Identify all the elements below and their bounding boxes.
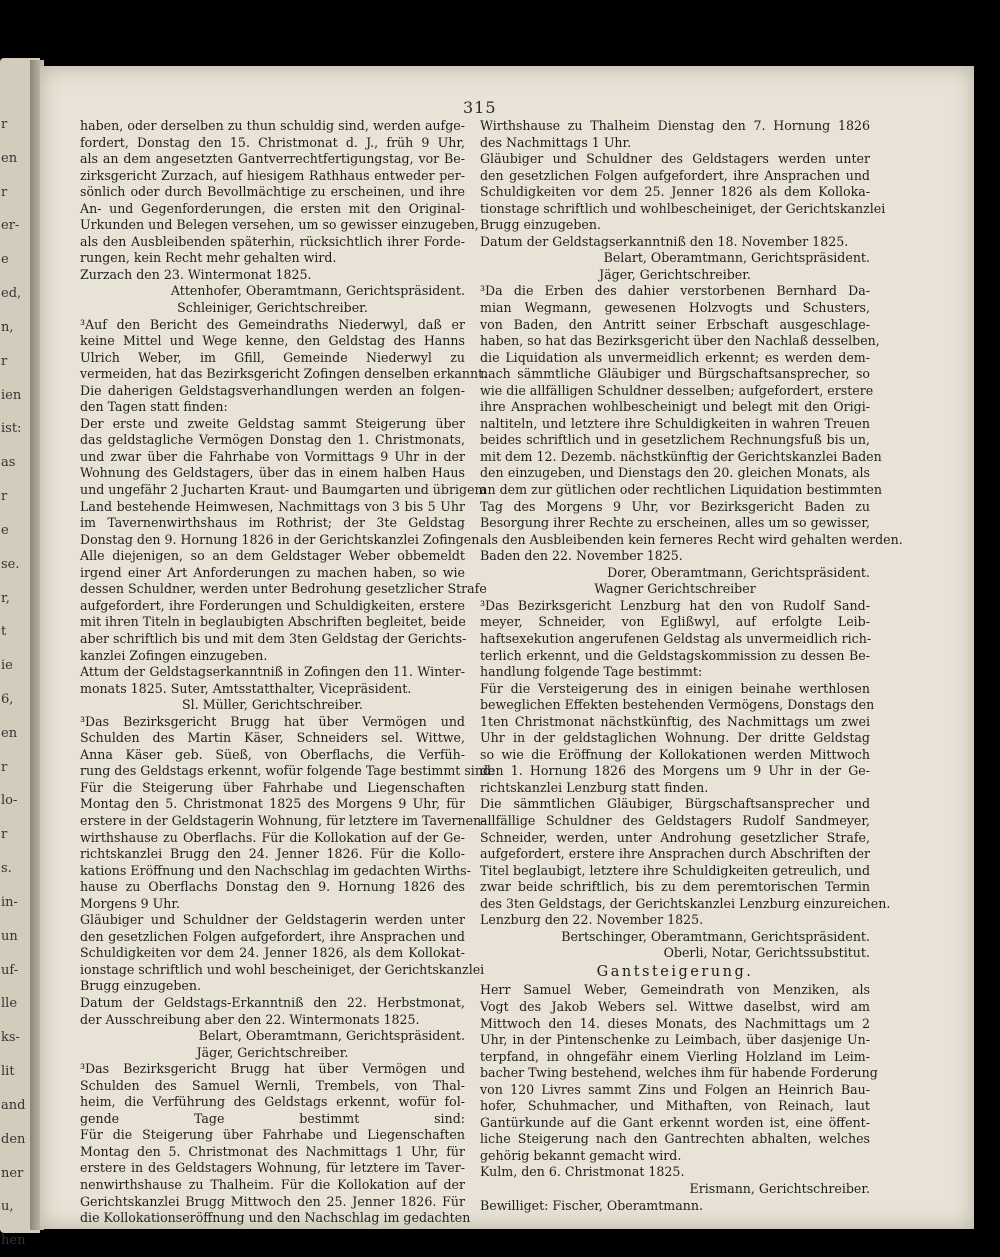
text-line: der Ausschreibung aber den 22. Wintermonats 1825. <box>80 1011 420 1027</box>
text-line: an dem zur gütlichen oder rechtlichen Liquidation bestimmten <box>480 482 882 498</box>
left-margin-fragment: s. <box>1 861 12 877</box>
signature-line: Dorer, Oberamtmann, Gerichtspräsident. <box>607 564 870 580</box>
text-line: Montag den 5. Christmonat 1825 des Morgens 9 Uhr, für <box>80 796 465 812</box>
text-line: das geldstagliche Vermögen Donstag den 1. Christmonats, <box>80 432 465 448</box>
text-line: Schuldigkeiten vor dem 25. Jenner 1826 als dem Kolloka- <box>480 184 870 200</box>
text-line: den gesetzlichen Folgen aufgefordert, ihre Ansprachen und <box>480 167 870 183</box>
text-line: von 120 Livres sammt Zins und Folgen an Heinrich Bau- <box>480 1081 870 1097</box>
notice-paragraph <box>480 283 903 548</box>
text-line: hofer, Schuhmacher, und Mithaften, von Reinach, laut <box>480 1098 870 1114</box>
left-margin-fragment: e <box>1 252 9 268</box>
text-line: und zwar über die Fahrhabe von Vormittags 9 Uhr in der <box>80 448 465 464</box>
notice-paragraph <box>80 912 485 995</box>
text-line: Der erste und zweite Geldstag sammt Steigerung über <box>80 415 465 431</box>
text-line: als an dem angesetzten Gantverrechtfertigungstag, vor Be- <box>80 151 465 167</box>
text-line: heim, die Verführung des Geldstags erkennt, wofür fol- <box>80 1094 465 1110</box>
left-margin-fragment: r <box>1 489 8 505</box>
text-line: ³Das Bezirksgericht Brugg hat über Vermögen und <box>80 1061 465 1077</box>
notice-paragraph <box>80 118 479 267</box>
text-line: zwar beide schriftlich, bis zu dem peremtorischen Termin <box>480 879 870 895</box>
left-margin-fragment: en <box>1 150 18 166</box>
text-line: Alle diejenigen, so an dem Geldstager Weber obbemeldt <box>80 548 465 564</box>
section-heading: Gantsteigerung. <box>596 963 754 980</box>
text-line: mit ihren Titeln in beglaubigten Abschriften begleitet, beide <box>80 614 466 630</box>
text-line: den 1. Hornung 1826 des Morgens um 9 Uhr in der Ge- <box>480 763 870 779</box>
text-line: rung des Geldstags erkennt, wofür folgende Tage bestimmt sind: <box>80 763 496 779</box>
notice-paragraph <box>80 995 465 1028</box>
left-margin-fragment: ner <box>1 1165 24 1181</box>
text-line: rungen, kein Recht mehr gehalten wird. <box>80 250 337 266</box>
text-line: als den Ausbleibenden kein ferneres Recht wird gehalten werden. <box>480 531 903 547</box>
text-line: Wohnung des Geldstagers, über das in einem halben Haus <box>80 465 465 481</box>
right-column <box>480 118 903 1214</box>
text-line: vermeiden, hat das Bezirksgericht Zofingen denselben erkannt. <box>80 366 488 382</box>
text-line: bacher Twing bestehend, welches ihm für habende Forderung <box>480 1065 878 1081</box>
notice-paragraph <box>80 1061 471 1226</box>
text-line: haben, so hat das Bezirksgericht über den Nachlaß desselben, <box>480 333 880 349</box>
text-line: Für die Versteigerung des in einigen beinahe werthlosen <box>480 680 870 696</box>
left-margin-fragment: t <box>1 624 7 640</box>
signature-line: Attenhofer, Oberamtmann, Gerichtspräsident. <box>170 283 465 299</box>
notice-paragraph <box>80 713 496 913</box>
text-line: fordert, Donstag den 15. Christmonat d. J., früh 9 Uhr, <box>80 134 465 150</box>
signature-line: Sl. Müller, Gerichtschreiber. <box>182 697 363 713</box>
text-line: nach sämmtliche Gläubiger und Bürgschaftsansprecher, so <box>480 366 870 382</box>
text-line: ihre Ansprachen wohlbescheinigt und belegt mit den Origi- <box>480 399 870 415</box>
text-line: wirthshause zu Oberflachs. Für die Kollokation auf der Ge- <box>80 829 465 845</box>
notice-paragraph <box>480 982 878 1164</box>
text-line: nenwirthshause zu Thalheim. Für die Kollokation auf der <box>80 1177 465 1192</box>
left-margin-fragment: e <box>1 522 9 538</box>
text-line: richtskanzlei Brugg den 24. Jenner 1826. Für die Kollo- <box>80 846 465 862</box>
text-line: haben, oder derselben zu thun schuldig sind, werden aufge- <box>80 118 465 133</box>
text-line: Gläubiger und Schuldner der Geldstagerin werden unter <box>80 912 465 928</box>
left-margin-fragment: hen <box>1 1233 26 1249</box>
text-line: wie die allfälligen Schuldner desselben; aufgefordert, erstere <box>480 382 874 398</box>
text-line: kations Eröffnung und den Nachschlag im gedachten Wirths- <box>80 862 471 878</box>
text-line: aber schriftlich bis und mit dem 3ten Geldstag der Gerichts- <box>80 630 467 646</box>
signature-line: Bertschinger, Oberamtmann, Gerichtspräsident. <box>561 928 870 944</box>
text-line: Ulrich Weber, im Gfill, Gemeinde Niederwyl zu <box>80 349 465 365</box>
text-line: Schulden des Martin Käser, Schneiders sel. Wittwe, <box>80 730 465 746</box>
left-margin-fragment: en <box>1 725 18 741</box>
text-line: liche Steigerung nach den Gantrechten abhalten, welches <box>480 1131 870 1147</box>
left-margin-fragment: u, <box>1 1199 14 1215</box>
left-margin-fragment: r, <box>1 590 10 606</box>
text-line: Schulden des Samuel Wernli, Trembels, von Thal- <box>80 1077 465 1093</box>
notice-paragraph <box>480 680 875 797</box>
text-line: Land bestehende Heimwesen, Nachmittags von 3 bis 5 Uhr <box>80 498 465 514</box>
signature-line: Belart, Oberamtmann, Gerichtspräsident. <box>198 1028 465 1044</box>
text-line: keine Mittel und Wege kenne, den Geldstag des Hanns <box>80 333 465 349</box>
notice-paragraph <box>480 796 891 912</box>
signature-line: Wagner Gerichtschreiber <box>594 581 756 597</box>
date-line: Kulm, den 6. Christmonat 1825. <box>480 1164 685 1180</box>
text-line: ³Auf den Bericht des Gemeindraths Niederwyl, daß er <box>80 316 465 332</box>
left-margin-fragment: er- <box>1 218 20 234</box>
text-line: hause zu Oberflachs Donstag den 9. Hornung 1826 des <box>80 879 465 895</box>
left-margin-fragment: ie <box>1 658 13 674</box>
text-line: Morgens 9 Uhr. <box>80 895 180 911</box>
left-margin-fragment: lit <box>1 1064 15 1080</box>
text-line: Attum der Geldstagserkanntniß in Zofingen den 11. Winter- <box>80 664 465 680</box>
left-margin-fragment: r <box>1 117 8 132</box>
text-line: Uhr, in der Pintenschenke zu Leimbach, über dasjenige Un- <box>480 1032 870 1048</box>
signature-line: Belart, Oberamtmann, Gerichtspräsident. <box>603 250 870 266</box>
text-line: ³Das Bezirksgericht Lenzburg hat den von Rudolf Sand- <box>480 597 870 613</box>
left-margin-fragment: se. <box>1 556 20 572</box>
notice-paragraph <box>80 415 487 664</box>
notice-paragraph <box>80 664 465 697</box>
text-line: dessen Schuldner, werden unter Bedrohung gesetzlicher Strafe <box>80 581 487 597</box>
text-line: kanzlei Zofingen einzugeben. <box>80 647 268 663</box>
text-line: erstere in der Geldstagerin Wohnung, für letztere im Tavernen- <box>80 812 486 828</box>
text-line: Wirthshause zu Thalheim Dienstag den 7. Hornung 1826 <box>480 118 870 133</box>
left-margin-fragment: ist: <box>1 421 22 437</box>
left-margin-fragment: ed, <box>1 286 22 302</box>
signature-line: Schleiniger, Gerichtschreiber. <box>177 300 368 316</box>
text-line: beides schriftlich und in gesetzlichem Rechnungsfuß bis un, <box>480 432 870 448</box>
text-line: terpfand, in ohngefähr einem Vierling Holzland im Leim- <box>480 1048 870 1064</box>
text-line: Mittwoch den 14. dieses Monats, des Nachmittags um 2 <box>480 1015 870 1031</box>
text-line: Montag den 5. Christmonat des Nachmittags 1 Uhr, für <box>80 1143 465 1159</box>
text-line: gehörig bekannt gemacht wird. <box>480 1147 682 1163</box>
text-line: und ungefähr 2 Jucharten Kraut- und Baumgarten und übrigem <box>80 482 487 498</box>
text-line: haftsexekution angerufenen Geldstag als unvermeidlich rich- <box>480 630 872 646</box>
text-line: so wie die Eröffnung der Kollokationen werden Mittwoch <box>480 746 870 762</box>
signature-line: Jäger, Gerichtschreiber. <box>196 1044 349 1060</box>
left-margin-fragment: 6, <box>1 692 14 707</box>
text-line: terlich erkennt, und die Geldstagskommission zu dessen Be- <box>480 647 870 663</box>
date-line: Lenzburg den 22. November 1825. <box>480 912 704 928</box>
text-line: Für die Steigerung über Fahrhabe und Liegenschaften <box>80 779 465 795</box>
text-line: An- und Gegenforderungen, die ersten mit den Original- <box>80 200 465 216</box>
date-line: Datum der Geldstagserkanntniß den 18. November 1825. <box>480 233 849 249</box>
left-margin-fragment: r <box>1 759 8 775</box>
text-line: aufgefordert, ihre Forderungen und Schuldigkeiten, erstere <box>80 597 465 613</box>
left-margin-fragment: lle <box>1 996 18 1012</box>
text-line: Schuldigkeiten vor dem 24. Jenner 1826, als dem Kollokat- <box>80 945 465 961</box>
text-line: meyer, Schneider, von Eglißwyl, auf erfolgte Leib- <box>480 614 870 630</box>
notice-paragraph <box>480 118 870 151</box>
text-line: tionstage schriftlich und wohlbescheiniget, der Gerichtskanzlei <box>480 200 886 216</box>
text-line: Gläubiger und Schuldner des Geldstagers werden unter <box>480 151 870 167</box>
left-margin-fragment: r <box>1 184 8 200</box>
text-line: ³Das Bezirksgericht Brugg hat über Vermögen und <box>80 713 465 729</box>
text-line: naltiteln, und letztere ihre Schuldigkeiten in wahren Treuen <box>480 415 870 431</box>
text-line: mit dem 12. Dezemb. nächstkünftig der Gerichtskanzlei Baden <box>480 448 882 464</box>
text-line: zirksgericht Zurzach, auf hiesigem Rathhaus entweder per- <box>80 167 465 183</box>
text-line: sönlich oder durch Bevollmächtige zu erscheinen, und ihre <box>80 184 465 200</box>
left-margin-fragment: uf- <box>1 962 19 978</box>
date-line: Bewilliget: Fischer, Oberamtmann. <box>480 1197 703 1213</box>
text-line: Besorgung ihrer Rechte zu erscheinen, alles um so gewisser, <box>480 515 870 531</box>
text-line: ³Da die Erben des dahier verstorbenen Bernhard Da- <box>480 283 870 299</box>
text-line: Datum der Geldstags-Erkanntniß den 22. Herbstmonat, <box>80 994 465 1010</box>
text-line: 1ten Christmonat nächstkünftig, des Nachmittags um zwei <box>480 713 870 729</box>
left-margin-fragment: r <box>1 353 8 369</box>
left-margin-fragment: den <box>1 1131 26 1147</box>
notice-paragraph <box>480 151 886 234</box>
text-line: die Liquidation als unvermeidlich erkennt; es werden dem- <box>480 349 870 365</box>
text-line: richtskanzlei Lenzburg statt finden. <box>480 779 709 795</box>
left-column <box>80 118 496 1227</box>
date-line: Zurzach den 23. Wintermonat 1825. <box>80 266 312 282</box>
text-line: Gerichtskanzlei Brugg Mittwoch den 25. Jenner 1826. Für <box>80 1193 465 1209</box>
text-line: Anna Käser geb. Süeß, von Oberflachs, die Verfüh- <box>80 746 465 762</box>
left-margin-fragment: r <box>1 827 8 843</box>
text-line: den Tagen statt finden: <box>80 399 228 415</box>
text-line: mian Wegmann, gewesenen Holzvogts und Schusters, <box>480 300 870 316</box>
left-margin-fragment: and <box>1 1097 26 1113</box>
text-line: Urkunden und Belegen versehen, um so gewisser einzugeben, <box>80 217 479 233</box>
signature-line: Oberli, Notar, Gerichtssubstitut. <box>663 945 870 961</box>
text-line: die Kollokationseröffnung und den Nachschlag im gedachten <box>80 1210 471 1226</box>
text-line: den einzugeben, und Dienstags den 20. gleichen Monats, als <box>480 465 870 481</box>
text-line: Titel beglaubigt, letztere ihre Schuldigkeiten getreulich, und <box>480 862 870 878</box>
text-line: Brugg einzugeben. <box>480 217 601 233</box>
text-line: monats 1825. Suter, Amtsstatthalter, Vicepräsident. <box>80 680 412 696</box>
text-line: als den Ausbleibenden späterhin, rücksichtlich ihrer Forde- <box>80 233 465 249</box>
text-line: Vogt des Jakob Webers sel. Wittwe daselbst, wird am <box>480 998 870 1014</box>
left-margin-fragment: un <box>1 928 18 944</box>
text-line: gende Tage bestimmt sind: <box>80 1110 465 1126</box>
text-line: im Tavernenwirthshaus im Rothrist; der 3te Geldstag <box>80 515 465 531</box>
text-line: Die daherigen Geldstagsverhandlungen werden an folgen- <box>80 382 465 398</box>
left-margin-fragment: lo- <box>1 793 18 809</box>
left-margin-fragment: ks- <box>1 1030 20 1046</box>
text-line: Donstag den 9. Hornung 1826 in der Gerichtskanzlei Zofingen. <box>80 531 484 547</box>
text-line: beweglichen Effekten bestehenden Vermögens, Donstags den <box>480 697 875 713</box>
text-line: Für die Steigerung über Fahrhabe und Liegenschaften <box>80 1127 465 1143</box>
text-line: handlung folgende Tage bestimmt: <box>480 664 703 680</box>
text-line: Gantürkunde auf die Gant erkennt worden ist, eine öffent- <box>480 1114 870 1130</box>
notice-paragraph <box>480 598 870 681</box>
left-margin-fragment: in- <box>1 894 18 910</box>
text-line: allfällige Schuldner des Geldstagers Rudolf Sandmeyer, <box>480 812 870 828</box>
text-line: ionstage schriftlich und wohl bescheiniget, der Gerichtskanzlei <box>80 961 485 977</box>
text-line: Schneider, werden, unter Androhung gesetzlicher Strafe, <box>480 829 870 845</box>
text-line: Die sämmtlichen Gläubiger, Bürgschaftsansprecher und <box>480 796 870 812</box>
notice-paragraph <box>80 316 488 416</box>
signature-line: Jäger, Gerichtschreiber. <box>599 266 751 282</box>
text-line: aufgefordert, erstere ihre Ansprachen durch Abschriften der <box>480 846 870 862</box>
date-line: Baden den 22. November 1825. <box>480 548 683 564</box>
text-line: von Baden, den Antritt seiner Erbschaft ausgeschlage- <box>480 316 870 332</box>
text-line: irgend einer Art Anforderungen zu machen haben, so wie <box>80 564 465 580</box>
left-margin-fragment: ien <box>1 387 22 403</box>
text-line: des Nachmittags 1 Uhr. <box>480 134 632 150</box>
text-line: Herr Samuel Weber, Gemeindrath von Menziken, als <box>480 982 870 998</box>
signature-line: Erismann, Gerichtschreiber. <box>689 1181 870 1196</box>
text-line: erstere in des Geldstagers Wohnung, für letztere im Taver- <box>80 1160 465 1176</box>
text-line: Brugg einzugeben. <box>80 978 201 994</box>
text-line: Uhr in der geldstaglichen Wohnung. Der dritte Geldstag <box>480 730 870 746</box>
text-line: Tag des Morgens 9 Uhr, vor Bezirksgericht Baden zu <box>480 498 870 514</box>
left-margin-fragment: n, <box>1 319 14 335</box>
text-line: den gesetzlichen Folgen aufgefordert, ihre Ansprachen und <box>80 928 465 944</box>
text-line: des 3ten Geldstags, der Gerichtskanzlei Lenzburg einzureichen. <box>480 895 891 911</box>
left-margin-fragment: as <box>1 455 16 471</box>
page-number: 315 <box>463 98 497 117</box>
